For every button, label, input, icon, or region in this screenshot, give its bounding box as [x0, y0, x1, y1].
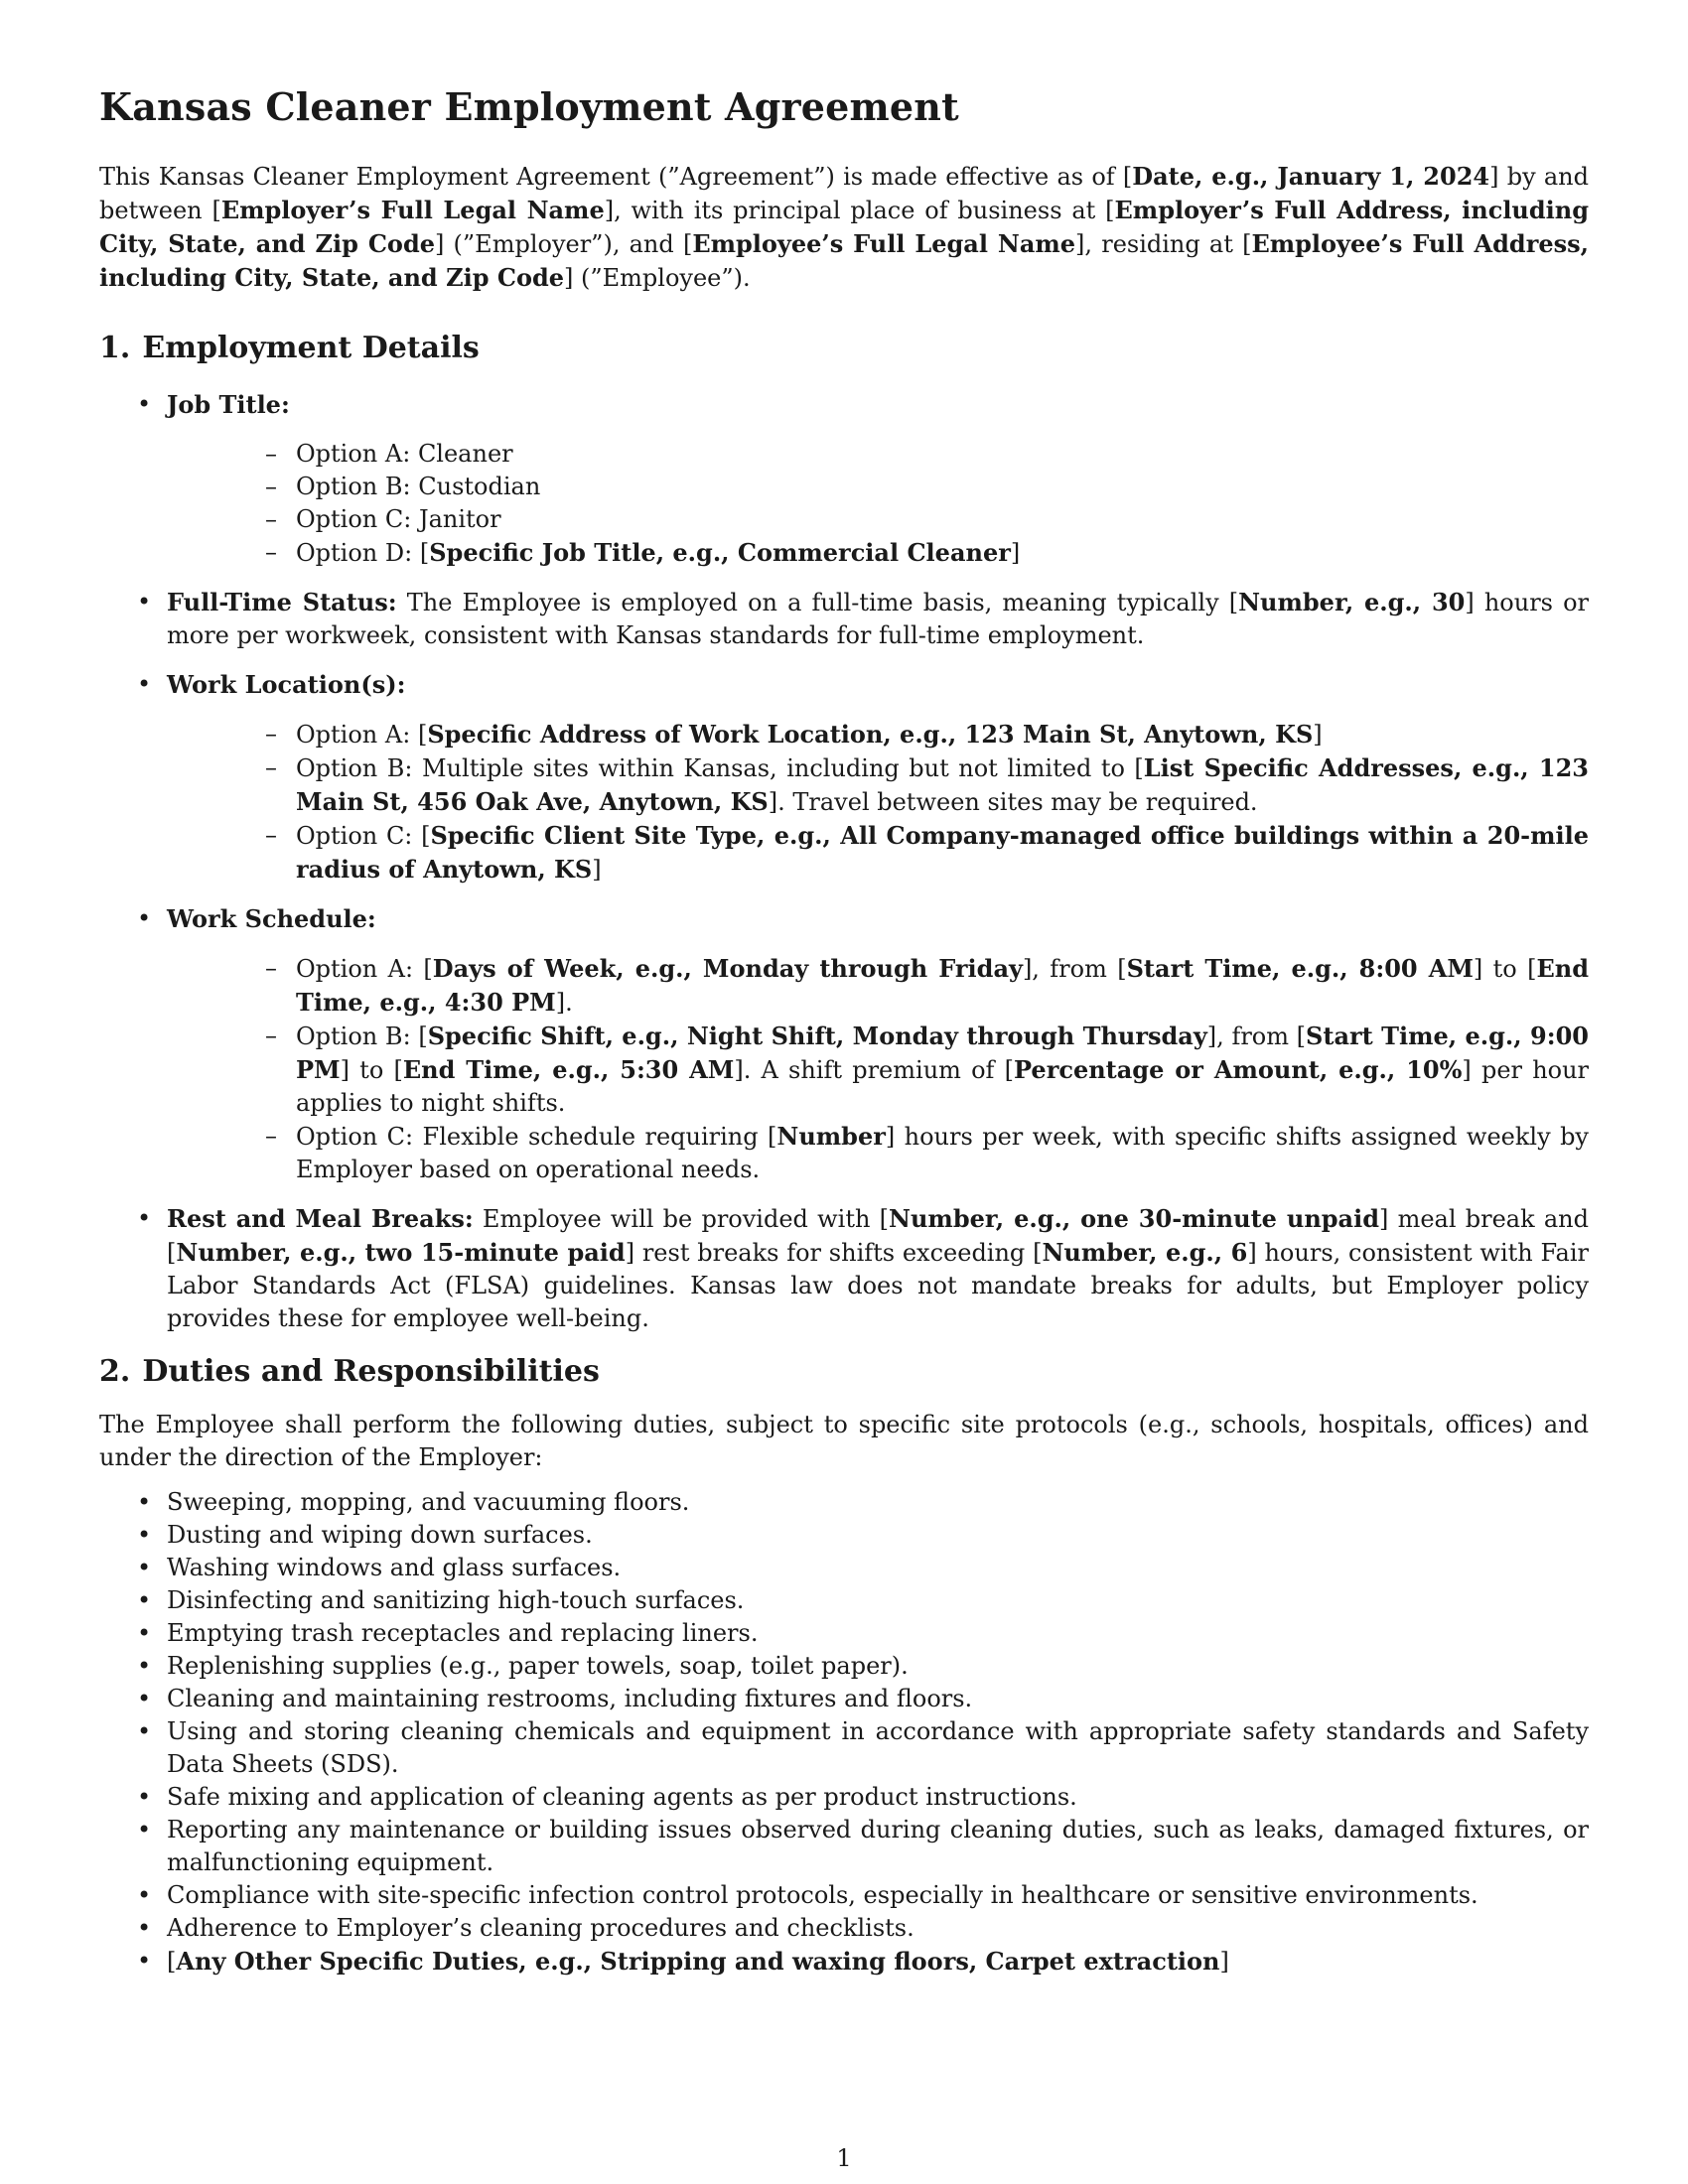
- text-run: Option C: Flexible schedule requiring [: [296, 1123, 777, 1151]
- text-run: Washing windows and glass surfaces.: [167, 1554, 622, 1581]
- placeholder-field: Days of Week, e.g., Monday through Friday: [432, 954, 1023, 983]
- text-run: Option C: Janitor: [296, 505, 501, 533]
- placeholder-field: Any Other Specific Duties, e.g., Stripping and waxing floors, Carpet extraction: [176, 1947, 1220, 1976]
- text-run: ].: [555, 989, 573, 1017]
- text-run: ] to [: [340, 1056, 403, 1084]
- full-time-status-item: [99, 586, 1589, 652]
- placeholder-field: Percentage or Amount, e.g., 10%: [1014, 1055, 1463, 1084]
- option-item: [167, 471, 1589, 503]
- duty-item: [99, 1552, 1589, 1584]
- text-run: Option A: Cleaner: [296, 440, 513, 468]
- text-run: Employee will be provided with [: [473, 1205, 890, 1233]
- text-run: ] by and between [: [99, 163, 1589, 224]
- placeholder-field: Number, e.g., one 30-minute unpaid: [889, 1204, 1380, 1233]
- text-run: ]: [1313, 721, 1323, 749]
- duty-item: [99, 1650, 1589, 1683]
- text-run: Disinfecting and sanitizing high-touch surfaces.: [167, 1586, 745, 1614]
- placeholder-field: Number, e.g., 30: [1238, 588, 1466, 616]
- document-title: Kansas Cleaner Employment Agreement: [99, 84, 959, 129]
- duties-intro: The Employee shall perform the following duties, subject to specific site protocols (e.g., schools, hospitals, offices) and under the direction of the Employer:: [99, 1411, 1589, 1471]
- option-item: [167, 718, 1589, 751]
- duty-item: [99, 1715, 1589, 1781]
- text-run: ] per hour applies to night shifts.: [296, 1056, 1590, 1117]
- text-run: Adherence to Employer’s cleaning procedures and checklists.: [167, 1914, 914, 1942]
- text-run: ] (”Employer”), and [: [435, 230, 693, 258]
- placeholder-field: Specific Shift, e.g., Night Shift, Monday through Thursday: [427, 1022, 1207, 1050]
- text-run: This Kansas Cleaner Employment Agreement (”Agreement”) is made effective as of [: [99, 163, 1133, 191]
- intro-paragraph: [99, 160, 1589, 295]
- duty-item: [99, 1912, 1589, 1945]
- text-run: Option D: [: [296, 539, 430, 567]
- placeholder-field: Specific Address of Work Location, e.g., 123 Main St, Anytown, KS: [427, 720, 1314, 749]
- text-run: Cleaning and maintaining restrooms, including fixtures and floors.: [167, 1685, 973, 1712]
- placeholder-field: Employer’s Full Legal Name: [220, 196, 605, 224]
- placeholder-field: Rest and Meal Breaks:: [167, 1204, 474, 1233]
- section-1-heading: [99, 331, 480, 366]
- text-run: ] (”Employee”).: [564, 264, 751, 292]
- placeholder-field: Employer’s Full Address, including City, State, and Zip Code: [99, 196, 1590, 258]
- text-run: Option A: [: [296, 955, 433, 983]
- job-title-item: [99, 388, 1589, 570]
- placeholder-field: Full-Time Status:: [167, 588, 397, 616]
- placeholder-field: Start Time, e.g., 8:00 AM: [1126, 954, 1474, 983]
- duty-item: [99, 1781, 1589, 1814]
- duty-item: [99, 1486, 1589, 1519]
- text-run: ]. Travel between sites may be required.: [768, 788, 1258, 816]
- duty-item: [99, 1683, 1589, 1715]
- duty-item: [99, 1814, 1589, 1879]
- placeholder-field: Number: [776, 1122, 886, 1151]
- text-run: ] hours per week, with specific shifts assigned weekly by Employer based on operational needs.: [296, 1123, 1589, 1183]
- text-run: Sweeping, mopping, and vacuuming floors.: [167, 1488, 690, 1516]
- duties-list: [99, 1486, 1589, 1979]
- text-run: Option A: [: [296, 721, 428, 749]
- text-run: Option B: [: [296, 1023, 428, 1050]
- rest-meal-breaks-item: [99, 1202, 1589, 1335]
- duty-item: [99, 1879, 1589, 1912]
- option-item: [167, 438, 1589, 471]
- placeholder-field: Specific Job Title, e.g., Commercial Cleaner: [429, 538, 1011, 567]
- placeholder-field: Employee’s Full Legal Name: [692, 229, 1076, 258]
- duty-item: [99, 1617, 1589, 1650]
- text-run: Safe mixing and application of cleaning agents as per product instructions.: [167, 1783, 1077, 1811]
- section-2-heading: [99, 1354, 600, 1390]
- work-location-item: [99, 668, 1589, 887]
- duty-item: [99, 1945, 1589, 1979]
- placeholder-field: End Time, e.g., 4:30 PM: [296, 954, 1589, 1017]
- item-label: Work Schedule:: [167, 904, 376, 933]
- item-label: Work Location(s):: [167, 670, 406, 699]
- placeholder-field: Employee’s Full Address, including City, State, and Zip Code: [99, 229, 1589, 292]
- text-run: ]: [1010, 539, 1021, 567]
- text-run: ], with its principal place of business at [: [604, 197, 1115, 224]
- text-run: Emptying trash receptacles and replacing liners.: [167, 1619, 759, 1647]
- text-run: Option B: Multiple sites within Kansas, including but not limited to [: [296, 754, 1144, 782]
- text-run: Using and storing cleaning chemicals and equipment in accordance with appropriate safety standards and Safety Data Sheets (SDS).: [167, 1717, 1589, 1778]
- page-number: 1: [836, 2144, 852, 2172]
- text-run: ]: [1219, 1948, 1229, 1976]
- option-item: [167, 536, 1589, 570]
- work-schedule-item: [99, 902, 1589, 1186]
- text-run: ] meal break and [: [167, 1205, 1590, 1267]
- placeholder-field: List Specific Addresses, e.g., 123 Main St, 456 Oak Ave, Anytown, KS: [296, 753, 1589, 816]
- placeholder-field: End Time, e.g., 5:30 AM: [402, 1055, 735, 1084]
- section-number: 1.: [99, 331, 131, 365]
- section-title: Employment Details: [142, 331, 480, 365]
- placeholder-field: Start Time, e.g., 9:00 PM: [296, 1022, 1589, 1084]
- option-item: [167, 751, 1589, 819]
- section-title: Duties and Responsibilities: [142, 1354, 600, 1389]
- duties-block: [99, 1486, 1589, 1979]
- text-run: ] rest breaks for shifts exceeding [: [625, 1239, 1043, 1267]
- text-run: ] hours, consistent with Fair Labor Standards Act (FLSA) guidelines. Kansas law does not mandate breaks for adults, but Employer policy provides these for employee well-being.: [167, 1239, 1589, 1332]
- text-run: Dusting and wiping down surfaces.: [167, 1521, 593, 1549]
- text-run: ], residing at [: [1075, 230, 1252, 258]
- option-item: [167, 1020, 1589, 1120]
- text-run: Reporting any maintenance or building issues observed during cleaning duties, such as leaks, damaged fixtures, or malfunctioning equipment.: [167, 1816, 1589, 1876]
- item-label: Job Title:: [167, 390, 290, 419]
- option-item: [167, 952, 1589, 1020]
- text-run: ]. A shift premium of [: [734, 1056, 1015, 1084]
- text-run: [: [167, 1948, 177, 1976]
- option-item: [167, 503, 1589, 536]
- text-run: Option C: [: [296, 822, 431, 850]
- placeholder-field: Specific Client Site Type, e.g., All Company-managed office buildings within a 20-mile radius of Anytown, KS: [296, 821, 1589, 884]
- duty-item: [99, 1519, 1589, 1552]
- document-page: [99, 0, 1589, 2184]
- placeholder-field: Date, e.g., January 1, 2024: [1132, 162, 1490, 191]
- placeholder-field: Number, e.g., two 15-minute paid: [176, 1238, 626, 1267]
- job-title-options: [167, 438, 1589, 570]
- work-location-options: [167, 718, 1589, 887]
- text-run: ], from [: [1206, 1023, 1307, 1050]
- option-item: [167, 1120, 1589, 1186]
- placeholder-field: Number, e.g., 6: [1042, 1238, 1248, 1267]
- text-run: Compliance with site-specific infection control protocols, especially in healthcare or sensitive environments.: [167, 1881, 1478, 1909]
- text-run: Replenishing supplies (e.g., paper towels, soap, toilet paper).: [167, 1652, 909, 1680]
- text-run: ], from [: [1022, 955, 1127, 983]
- text-run: ] hours or more per workweek, consistent with Kansas standards for full-time employment.: [167, 589, 1590, 649]
- text-run: ] to [: [1473, 955, 1537, 983]
- section-number: 2.: [99, 1354, 131, 1389]
- duty-item: [99, 1584, 1589, 1617]
- text-run: ]: [592, 856, 602, 884]
- text-run: The Employee is employed on a full-time basis, meaning typically [: [396, 589, 1239, 616]
- text-run: Option B: Custodian: [296, 473, 541, 500]
- option-item: [167, 819, 1589, 887]
- employment-details: [99, 388, 1589, 1335]
- work-schedule-options: [167, 952, 1589, 1186]
